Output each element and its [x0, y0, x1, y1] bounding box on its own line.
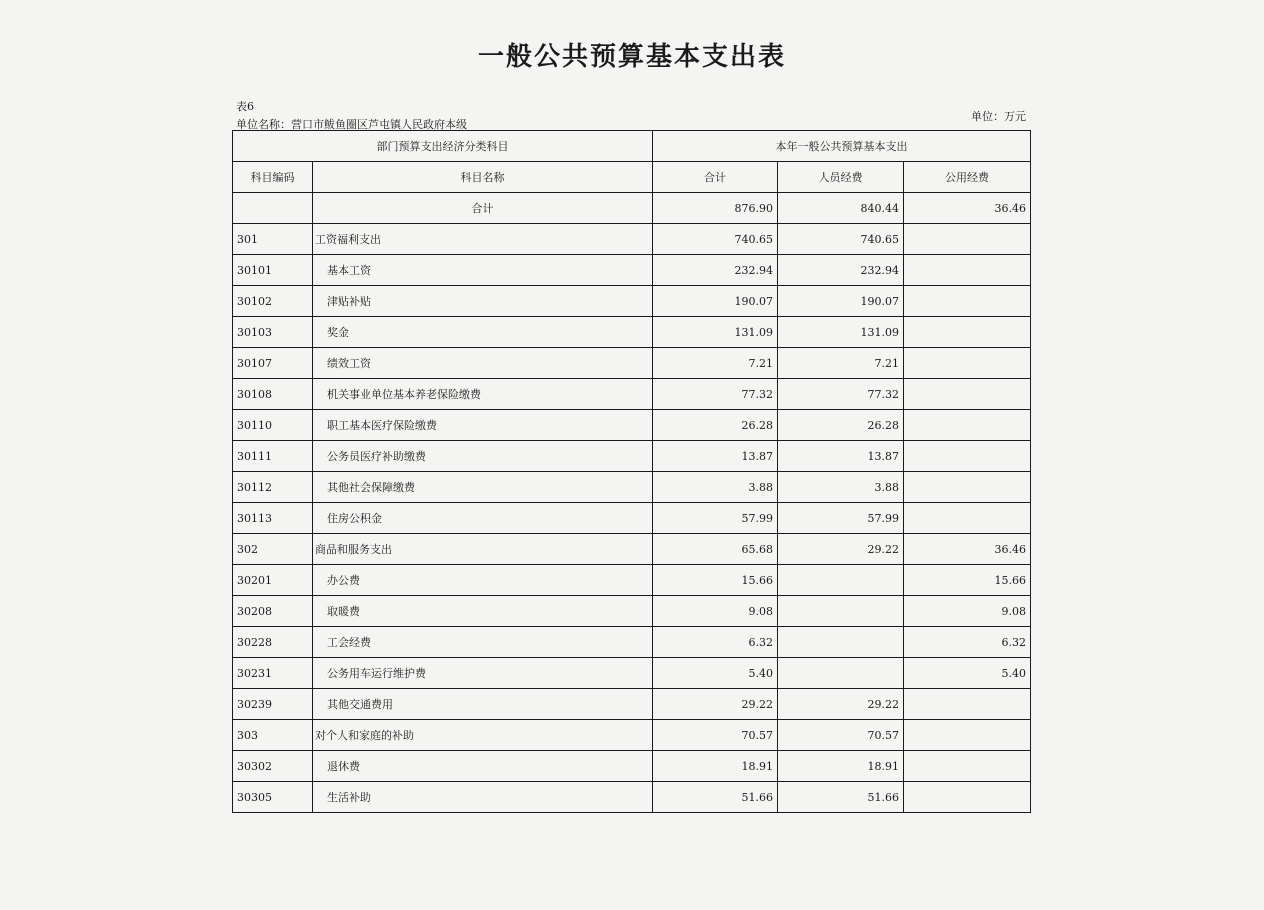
cell-public	[904, 410, 1031, 441]
cell-code: 30111	[233, 441, 313, 472]
cell-personnel	[778, 658, 904, 689]
cell-personnel: 70.57	[778, 720, 904, 751]
table-row	[233, 534, 1031, 565]
cell-name: 机关事业单位基本养老保险缴费	[313, 379, 653, 410]
currency-unit: 单位：万元	[971, 110, 1026, 123]
cell-total: 9.08	[653, 596, 778, 627]
cell-public: 15.66	[904, 565, 1031, 596]
cell-code: 30305	[233, 782, 313, 813]
cell-name: 生活补助	[313, 782, 653, 813]
cell-public	[904, 503, 1031, 534]
cell-total: 57.99	[653, 503, 778, 534]
cell-code: 301	[233, 224, 313, 255]
cell-name: 奖金	[313, 317, 653, 348]
cell-code: 303	[233, 720, 313, 751]
cell-total: 51.66	[653, 782, 778, 813]
column-header-row	[233, 162, 1031, 193]
cell-personnel: 190.07	[778, 286, 904, 317]
cell-public	[904, 317, 1031, 348]
cell-total: 26.28	[653, 410, 778, 441]
cell-personnel: 131.09	[778, 317, 904, 348]
cell-name: 取暖费	[313, 596, 653, 627]
document-title: 一般公共预算基本支出表	[477, 42, 786, 72]
cell-total: 6.32	[653, 627, 778, 658]
table-row	[233, 348, 1031, 379]
cell-personnel	[778, 596, 904, 627]
table-number: 表6	[236, 100, 254, 113]
cell-personnel: 740.65	[778, 224, 904, 255]
cell-personnel: 26.28	[778, 410, 904, 441]
table-row	[233, 317, 1031, 348]
cell-name: 工会经费	[313, 627, 653, 658]
cell-public	[904, 689, 1031, 720]
table-row	[233, 503, 1031, 534]
cell-total: 65.68	[653, 534, 778, 565]
cell-total: 18.91	[653, 751, 778, 782]
table-row	[233, 441, 1031, 472]
table-row	[233, 720, 1031, 751]
cell-public: 6.32	[904, 627, 1031, 658]
cell-name: 公务员医疗补助缴费	[313, 441, 653, 472]
cell-name: 基本工资	[313, 255, 653, 286]
table-row	[233, 782, 1031, 813]
table-row	[233, 255, 1031, 286]
group-header-left: 部门预算支出经济分类科目	[233, 131, 653, 162]
table-row	[233, 286, 1031, 317]
cell-public	[904, 286, 1031, 317]
cell-code: 30208	[233, 596, 313, 627]
table-row	[233, 472, 1031, 503]
cell-total: 13.87	[653, 441, 778, 472]
cell-personnel	[778, 565, 904, 596]
cell-code: 30108	[233, 379, 313, 410]
cell-name: 绩效工资	[313, 348, 653, 379]
cell-public	[904, 472, 1031, 503]
total-row	[233, 193, 1031, 224]
cell-personnel: 77.32	[778, 379, 904, 410]
cell-name: 其他社会保障缴费	[313, 472, 653, 503]
cell-name: 其他交通费用	[313, 689, 653, 720]
cell-code: 30228	[233, 627, 313, 658]
column-header-name: 科目名称	[313, 162, 653, 193]
total-row-total: 876.90	[653, 193, 778, 224]
cell-public	[904, 441, 1031, 472]
cell-public	[904, 224, 1031, 255]
cell-code: 30102	[233, 286, 313, 317]
cell-name: 住房公积金	[313, 503, 653, 534]
cell-name: 退休费	[313, 751, 653, 782]
cell-name: 商品和服务支出	[313, 534, 653, 565]
table-row	[233, 224, 1031, 255]
cell-name: 工资福利支出	[313, 224, 653, 255]
cell-code: 30110	[233, 410, 313, 441]
cell-public: 9.08	[904, 596, 1031, 627]
total-row-public: 36.46	[904, 193, 1031, 224]
cell-public	[904, 348, 1031, 379]
budget-table	[232, 130, 1031, 813]
cell-public	[904, 782, 1031, 813]
cell-code: 30231	[233, 658, 313, 689]
cell-code: 30112	[233, 472, 313, 503]
cell-name: 公务用车运行维护费	[313, 658, 653, 689]
total-row-name: 合计	[313, 193, 653, 224]
cell-name: 对个人和家庭的补助	[313, 720, 653, 751]
cell-public	[904, 255, 1031, 286]
cell-total: 15.66	[653, 565, 778, 596]
cell-code: 30101	[233, 255, 313, 286]
table-row	[233, 751, 1031, 782]
cell-name: 职工基本医疗保险缴费	[313, 410, 653, 441]
cell-code: 30302	[233, 751, 313, 782]
cell-personnel: 3.88	[778, 472, 904, 503]
column-header-public: 公用经费	[904, 162, 1031, 193]
group-header-right: 本年一般公共预算基本支出	[653, 131, 1031, 162]
column-header-personnel: 人员经费	[778, 162, 904, 193]
table-row	[233, 379, 1031, 410]
table-row	[233, 658, 1031, 689]
cell-total: 232.94	[653, 255, 778, 286]
total-row-personnel: 840.44	[778, 193, 904, 224]
cell-total: 29.22	[653, 689, 778, 720]
cell-public: 5.40	[904, 658, 1031, 689]
cell-name: 办公费	[313, 565, 653, 596]
cell-total: 190.07	[653, 286, 778, 317]
column-header-code: 科目编码	[233, 162, 313, 193]
cell-public	[904, 751, 1031, 782]
cell-total: 5.40	[653, 658, 778, 689]
cell-personnel: 29.22	[778, 689, 904, 720]
total-row-code	[233, 193, 313, 224]
cell-total: 70.57	[653, 720, 778, 751]
cell-total: 77.32	[653, 379, 778, 410]
cell-code: 30201	[233, 565, 313, 596]
table-row	[233, 410, 1031, 441]
unit-name: 单位名称：营口市鲅鱼圈区芦屯镇人民政府本级	[236, 118, 467, 131]
table-row	[233, 596, 1031, 627]
table-row	[233, 627, 1031, 658]
cell-personnel: 13.87	[778, 441, 904, 472]
group-header-row	[233, 131, 1031, 162]
cell-personnel: 7.21	[778, 348, 904, 379]
column-header-total: 合计	[653, 162, 778, 193]
table-row	[233, 565, 1031, 596]
cell-code: 30107	[233, 348, 313, 379]
table-row	[233, 689, 1031, 720]
cell-code: 30239	[233, 689, 313, 720]
cell-public	[904, 720, 1031, 751]
cell-personnel: 57.99	[778, 503, 904, 534]
cell-public	[904, 379, 1031, 410]
cell-personnel	[778, 627, 904, 658]
cell-total: 7.21	[653, 348, 778, 379]
cell-total: 740.65	[653, 224, 778, 255]
cell-code: 30113	[233, 503, 313, 534]
cell-personnel: 51.66	[778, 782, 904, 813]
cell-personnel: 18.91	[778, 751, 904, 782]
cell-total: 3.88	[653, 472, 778, 503]
cell-public: 36.46	[904, 534, 1031, 565]
cell-name: 津贴补贴	[313, 286, 653, 317]
cell-personnel: 29.22	[778, 534, 904, 565]
cell-personnel: 232.94	[778, 255, 904, 286]
cell-code: 30103	[233, 317, 313, 348]
cell-total: 131.09	[653, 317, 778, 348]
cell-code: 302	[233, 534, 313, 565]
